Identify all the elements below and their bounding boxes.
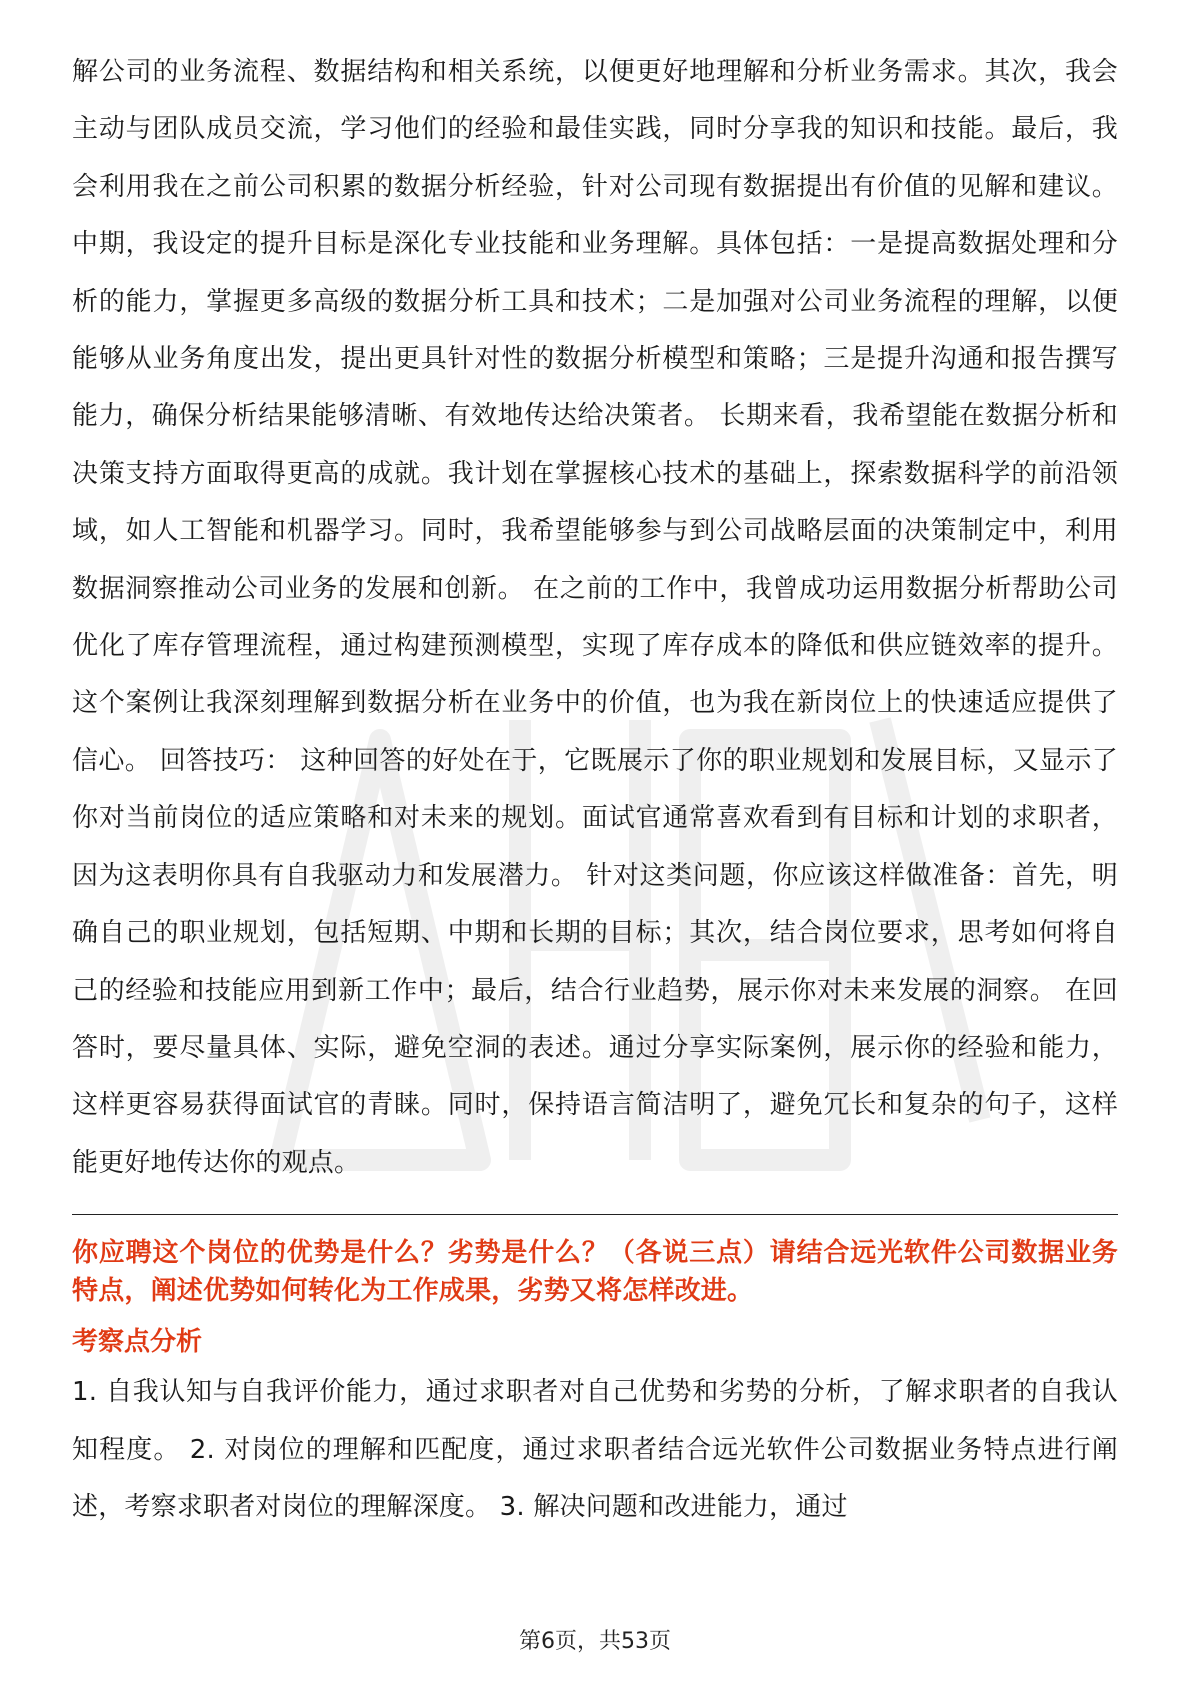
- analysis-heading: 考察点分析: [72, 1327, 203, 1358]
- page-number-footer: 第6页，共53页: [519, 1629, 671, 1654]
- interview-question: 你应聘这个岗位的优势是什么？劣势是什么？（各说三点）请结合远光软件公司数据业务特点，阐述优势如何转化为工作成果，劣势又将怎样改进。: [72, 1238, 1118, 1307]
- analysis-text: 1. 自我认知与自我评价能力，通过求职者对自己优势和劣势的分析，了解求职者的自我认知程度。 2. 对岗位的理解和匹配度，通过求职者结合远光软件公司数据业务特点进行阐述，考察求职者对岗位的理解深度。 3. 解决问题和改进能力，通过: [72, 1377, 1118, 1522]
- answer-body-text: 解公司的业务流程、数据结构和相关系统，以便更好地理解和分析业务需求。其次，我会主动与团队成员交流，学习他们的经验和最佳实践，同时分享我的知识和技能。最后，我会利用我在之前公司积累的数据分析经验，针对公司现有数据提出有价值的见解和建议。 中期，我设定的提升目标是深化专业技能和业务理解。具体包括：一是提高数据处理和分析的能力，掌握更多高级的数据分析工具和技术；二是加强对公司业务流程的理解，以便能够从业务角度出发，提出更具针对性的数据分析模型和策略；三是提升沟通和报告撰写能力，确保分析结果能够清晰、有效地传达给决策者。 长期来看，我希望能在数据分析和决策支持方面取得更高的成就。我计划在掌握核心技术的基础上，探索数据科学的前沿领域，如人工智能和机器学习。同时，我希望能够参与到公司战略层面的决策制定中，利用数据洞察推动公司业务的发展和创新。 在之前的工作中，我曾成功运用数据分析帮助公司优化了库存管理流程，通过构建预测模型，实现了库存成本的降低和供应链效率的提升。这个案例让我深刻理解到数据分析在业务中的价值，也为我在新岗位上的快速适应提供了信心。 回答技巧： 这种回答的好处在于，它既展示了你的职业规划和发展目标，又显示了你对当前岗位的适应策略和对未来的规划。面试官通常喜欢看到有目标和计划的求职者，因为这表明你具有自我驱动力和发展潜力。 针对这类问题，你应该这样做准备：首先，明确自己的职业规划，包括短期、中期和长期的目标；其次，结合岗位要求，思考如何将自己的经验和技能应用到新工作中；最后，结合行业趋势，展示你对未来发展的洞察。 在回答时，要尽量具体、实际，避免空洞的表述。通过分享实际案例，展示你的经验和能力，这样更容易获得面试官的青睐。同时，保持语言简洁明了，避免冗长和复杂的句子，这样能更好地传达你的观点。: [72, 57, 1118, 1178]
- page-content: [72, 44, 1118, 1536]
- section-divider: [72, 1214, 1118, 1215]
